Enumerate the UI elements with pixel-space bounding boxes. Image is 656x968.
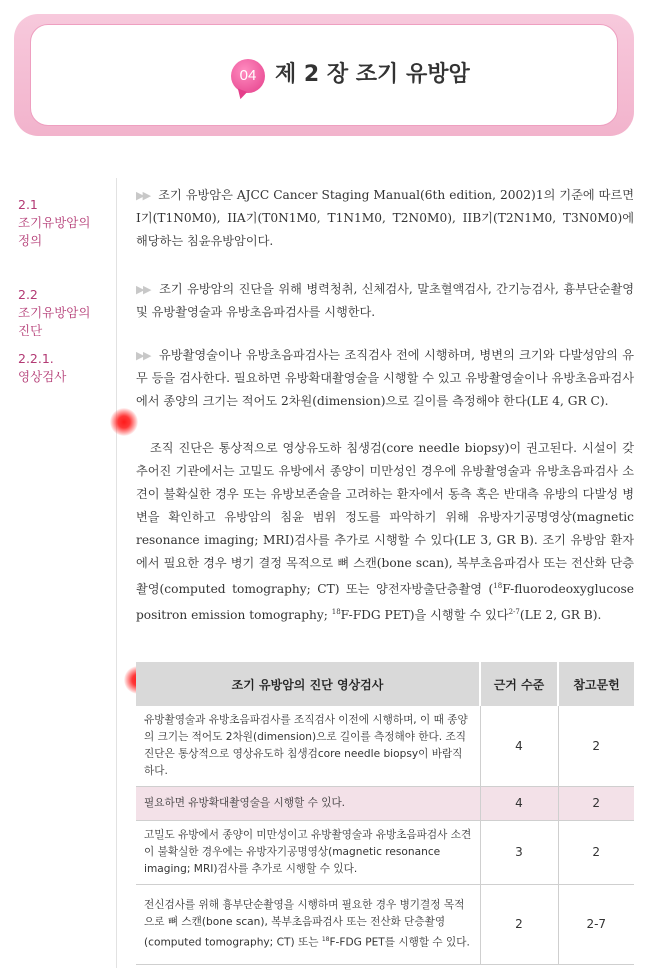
table-row xyxy=(136,821,634,885)
table-cell-ref: 2 xyxy=(558,706,634,787)
sidebar-divider xyxy=(116,178,117,968)
section-number: 2.1 xyxy=(18,197,38,212)
chapter-number-badge: 04 xyxy=(231,59,265,93)
table-row xyxy=(136,706,634,787)
section-title: 조기유방암의 정의 xyxy=(18,215,91,248)
section-title: 조기유방암의 진단 xyxy=(18,305,91,338)
table-cell-level: 4 xyxy=(480,706,558,787)
superscript: 18 xyxy=(321,936,330,944)
red-marker-icon xyxy=(110,408,138,436)
superscript: 2-7 xyxy=(508,608,520,617)
paragraph-text: F-FDG PET)을 시행할 수 있다 xyxy=(340,608,509,623)
chapter-title: 제 2 장 조기 유방암 xyxy=(275,62,470,87)
table-cell-level: 2 xyxy=(480,885,558,965)
double-arrow-icon: ▶▶ xyxy=(136,349,151,362)
section-number: 2.2.1. xyxy=(18,351,54,366)
paragraph-definition xyxy=(136,184,634,253)
table-cell-level: 4 xyxy=(480,787,558,821)
table-cell-text: 필요하면 유방확대촬영술을 시행할 수 있다. xyxy=(136,787,480,821)
paragraph-biopsy xyxy=(136,437,634,627)
column-header: 조기 유방암의 진단 영상검사 xyxy=(136,662,480,706)
table-cell-ref: 2 xyxy=(558,787,634,821)
table-cell-text: 고밀도 유방에서 종양이 미만성이고 유방촬영술과 유방초음파검사 소견이 불확실한 경우에는 유방자기공명영상(magnetic resonance imaging; MRI)검사를 추가로 시행할 수 있다. xyxy=(136,821,480,885)
paragraph-diagnosis xyxy=(136,278,634,324)
paragraph-text: 조직 진단은 통상적으로 영상유도하 침생검(core needle biopsy)이 권고된다. 시설이 갖추어진 기관에서는 고밀도 유방에서 종양이 미만성인 경우에 유방촬영술과 유방초음파검사 소견이 불확실한 경우 또는 유방보존술을 고려하는 환자에서 동측 혹은 반대측 유방의 다발성 병변을 확인하고 유방암의 침윤 범위 정도를 파악하기 위해 유방자기공명영상(magnetic resonance imaging; MRI)검사를 추가로 시행할 수 있다(LE 3, GR B). 조기 유방암 환자에서 필요한 경우 병기 결정 목적으로 뼈 스캔(bone scan), 복부초음파검사 또는 전산화 단층촬영(computed tomography; CT) 또는 양전자방출단층촬영 ( xyxy=(136,441,634,597)
paragraph-text: (LE 2, GR B). xyxy=(519,608,602,623)
paragraph-text: 유방촬영술이나 유방초음파검사는 조직검사 전에 시행하며, 병변의 크기와 다발성암의 유무 등을 검사한다. 필요하면 유방확대촬영술을 시행할 수 있고 유방촬영술이나 유방초음파검사에서 종양의 크기는 적어도 2차원(dimension)으로 길이를 측정해야 한다(LE 4, GR C). xyxy=(136,348,634,408)
section-number: 2.2 xyxy=(18,287,38,302)
superscript: 18 xyxy=(331,608,341,617)
table-cell-ref: 2-7 xyxy=(558,885,634,965)
table-cell-text xyxy=(136,885,480,965)
paragraph-text: 조기 유방암은 AJCC Cancer Staging Manual(6th edition, 2002)1의 기준에 따르면 I기(T1N0M0), IIA기(T0N1M0, T1N1M0, T2N0M0), IIB기(T2N1M0, T3N0M0)에 해당하는 침윤유방암이다. xyxy=(136,188,634,248)
table-header-row xyxy=(136,662,634,706)
table-row xyxy=(136,885,634,965)
table-cell-ref: 2 xyxy=(558,821,634,885)
paragraph-text: F-fluorodeoxyglucose positron emission tomography; xyxy=(136,582,634,623)
column-header: 참고문헌 xyxy=(558,662,634,706)
paragraph-text: 조기 유방암의 진단을 위해 병력청취, 신체검사, 말초혈액검사, 간기능검사, 흉부단순촬영 및 유방촬영술과 유방초음파검사를 시행한다. xyxy=(136,282,634,319)
double-arrow-icon: ▶▶ xyxy=(136,189,150,202)
section-label-2-2-1 xyxy=(18,350,66,386)
imaging-evidence-table xyxy=(136,662,634,965)
cell-text: F-FDG PET를 시행할 수 있다. xyxy=(329,936,470,949)
cell-text: 전신검사를 위해 흉부단순촬영을 시행하며 필요한 경우 병기결정 목적으로 뼈 스캔(bone scan), 복부초음파검사 또는 전산화 단층촬영(computed tomography; CT) 또는 xyxy=(144,899,465,949)
paragraph-imaging xyxy=(136,344,634,413)
section-label-2-2 xyxy=(18,286,90,340)
chapter-banner xyxy=(14,14,634,136)
double-arrow-icon: ▶▶ xyxy=(136,283,151,296)
chapter-banner-inner xyxy=(30,24,618,126)
table-cell-level: 3 xyxy=(480,821,558,885)
section-title: 영상검사 xyxy=(18,369,67,384)
column-header: 근거 수준 xyxy=(480,662,558,706)
table-row xyxy=(136,787,634,821)
table-cell-text: 유방촬영술과 유방초음파검사를 조직검사 이전에 시행하며, 이 때 종양의 크기는 적어도 2차원(dimension)으로 길이를 측정해야 한다. 조직 진단은 통상적으로 영상유도하 침생검core needle biopsy이 바람직하다. xyxy=(136,706,480,787)
superscript: 18 xyxy=(493,582,503,590)
section-label-2-1 xyxy=(18,196,90,250)
